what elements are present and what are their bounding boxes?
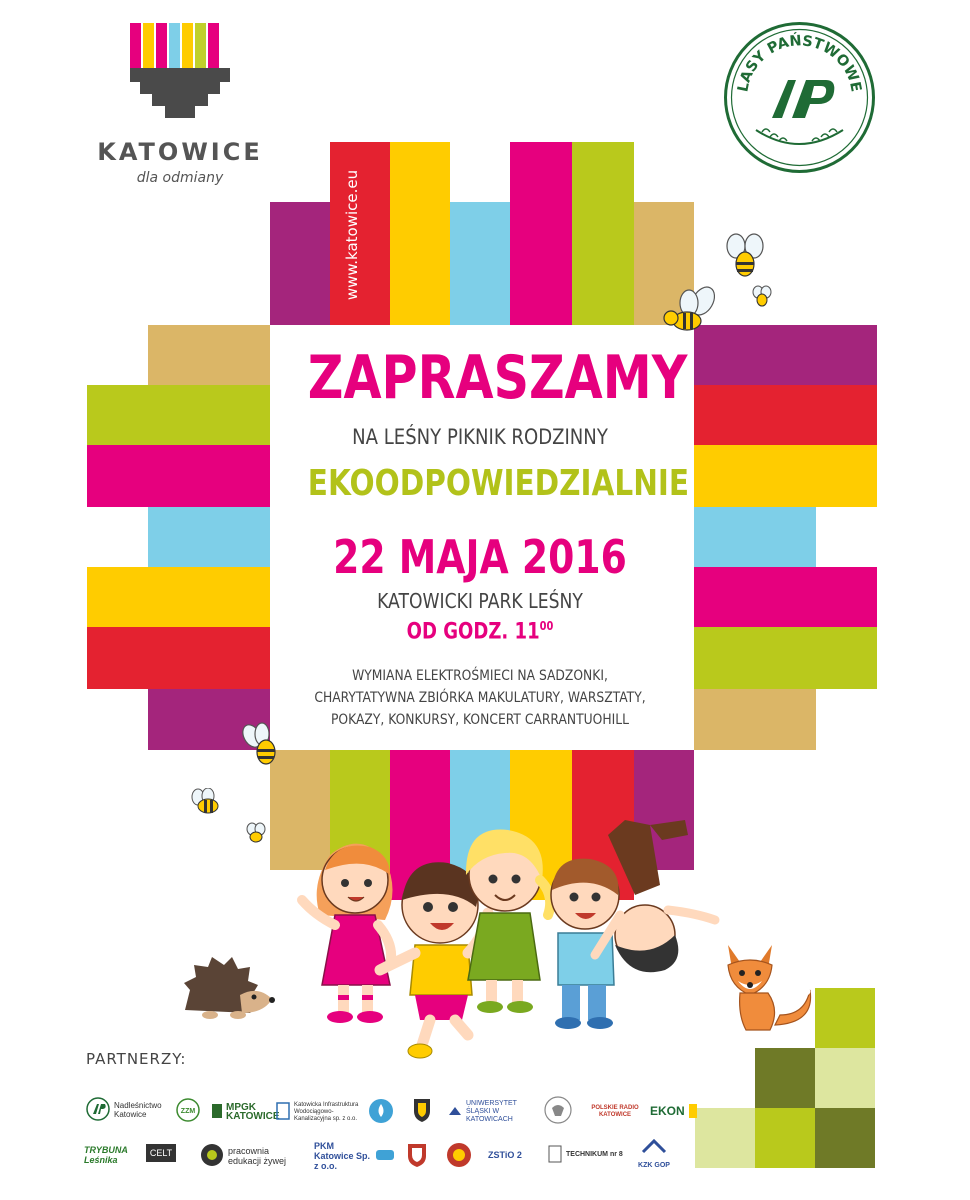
square — [815, 988, 875, 1048]
bar-right-5 — [694, 567, 877, 627]
girl-green-icon — [466, 830, 550, 1013]
bee-icon — [655, 285, 720, 340]
crest-icon — [412, 1097, 432, 1125]
bar-right-3 — [694, 445, 877, 507]
bar-top-0 — [270, 202, 330, 325]
partner-logo[interactable] — [544, 1096, 572, 1126]
partner-name: UNIWERSYTET ŚLĄSKI W KATOWICACH — [466, 1100, 517, 1123]
fox-icon — [720, 935, 820, 1035]
program-line: WYMIANA ELEKTROŚMIECI NA SADZONKI, — [352, 668, 608, 684]
bar-left-6 — [87, 627, 270, 689]
partner-logo[interactable] — [200, 1142, 290, 1170]
website-url-text: www.katowice.eu — [343, 169, 361, 301]
boy-blue-icon — [551, 859, 619, 1029]
pracownia-icon — [200, 1143, 224, 1169]
invitation-card — [270, 325, 690, 750]
square — [695, 1108, 755, 1168]
subtitle: NA LEŚNY PIKNIK RODZINNY — [352, 425, 608, 449]
bar-right-4 — [694, 507, 816, 567]
bee-icon — [720, 232, 770, 282]
bee-icon — [188, 788, 224, 816]
partner-logo[interactable] — [146, 1144, 176, 1162]
partner-logo[interactable] — [314, 1141, 394, 1171]
bar-left-4 — [148, 507, 270, 567]
lasy-panstwowe-badge — [722, 20, 877, 175]
partner-name: CELT — [149, 1147, 173, 1158]
bar-left-5 — [87, 567, 270, 627]
bar-left-3 — [87, 445, 270, 507]
partner-name: Katowicka Infrastruktura Wodociągowo-Kanalizacyjna sp. z o.o. — [294, 1101, 359, 1122]
theme: EKOODPOWIEDZIALNIE — [307, 463, 690, 504]
partner-logo[interactable] — [650, 1100, 686, 1122]
katowice-logo — [95, 18, 265, 193]
program — [295, 665, 665, 731]
partner-name: POLSKIE RADIO KATOWICE — [591, 1105, 639, 1118]
event-time-minutes: 00 — [539, 619, 554, 633]
partner-logo[interactable] — [448, 1102, 536, 1122]
event-date: 22 MAJA 2016 — [333, 530, 627, 584]
partner-logo[interactable] — [412, 1097, 432, 1125]
partner-logo[interactable] — [176, 1098, 202, 1124]
square — [815, 1108, 875, 1168]
partner-logo[interactable] — [406, 1142, 428, 1170]
program-line: CHARYTATYWNA ZBIÓRKA MAKULATURY, WARSZTATY, — [314, 690, 646, 706]
partner-logo[interactable] — [584, 1103, 646, 1121]
mpgk-icon — [212, 1104, 222, 1120]
ekon-icon — [689, 1104, 697, 1119]
partner-logo[interactable] — [446, 1142, 472, 1170]
partner-name: pracownia edukacji żywej — [228, 1146, 287, 1166]
pkm-icon — [376, 1150, 394, 1162]
square — [755, 1048, 815, 1108]
partner-name: TECHNIKUM nr 8 — [566, 1151, 623, 1158]
technikum-icon — [548, 1145, 562, 1166]
partner-name: EKON — [650, 1103, 685, 1118]
bar-top-3 — [450, 202, 510, 325]
partners-label: PARTNERZY: — [86, 1050, 187, 1068]
zzm-icon — [176, 1098, 200, 1124]
katowice-logo-icon — [95, 18, 265, 136]
square — [755, 1108, 815, 1168]
bar-right-7 — [694, 689, 816, 750]
square — [815, 1048, 875, 1108]
lasy-panstwowe-icon — [722, 20, 877, 175]
forest-district-icon — [86, 1097, 110, 1123]
water-drop-icon — [368, 1098, 394, 1126]
partner-logo[interactable] — [212, 1102, 280, 1122]
shield-icon — [406, 1142, 428, 1170]
partner-logo[interactable] — [368, 1098, 394, 1126]
partner-logo[interactable] — [548, 1144, 626, 1166]
bar-right-1 — [694, 325, 877, 385]
kiwk-icon — [276, 1102, 290, 1123]
partner-name: PKM Katowice Sp. z o.o. — [314, 1141, 371, 1171]
university-icon — [448, 1105, 462, 1120]
partner-logo[interactable] — [276, 1100, 362, 1124]
partner-logo[interactable] — [86, 1096, 178, 1124]
bar-top-4 — [510, 142, 572, 325]
badge-text: LASY PAŃSTWOWE — [735, 33, 864, 94]
partner-name: KZK GOP — [638, 1162, 670, 1169]
partner-logo[interactable] — [636, 1138, 672, 1172]
kzk-gop-icon — [641, 1138, 667, 1157]
bar-top-2 — [390, 142, 450, 325]
headline: ZAPRASZAMY — [307, 343, 688, 413]
website-url[interactable] — [340, 160, 364, 310]
partner-name: Nadleśnictwo Katowice — [114, 1101, 162, 1119]
fire-badge-icon — [446, 1142, 472, 1170]
bar-top-5 — [572, 142, 634, 325]
bar-right-2 — [694, 385, 877, 445]
partner-logo[interactable] — [84, 1142, 142, 1168]
bee-icon — [244, 822, 268, 844]
girl-pink-icon — [302, 844, 393, 1023]
bar-right-6 — [694, 627, 877, 689]
children-illustration — [290, 795, 730, 1065]
svg-text:ZZM: ZZM — [180, 1108, 196, 1115]
partner-name: MPGK KATOWICE — [226, 1102, 280, 1122]
bee-icon — [750, 285, 774, 307]
hedgehog-icon — [180, 955, 275, 1025]
brand-name: KATOWICE — [97, 138, 263, 166]
bar-left-1 — [148, 325, 270, 385]
partner-logo[interactable] — [488, 1142, 530, 1168]
eagle-seal-icon — [544, 1096, 572, 1126]
program-line: POKAZY, KONKURSY, KONCERT CARRANTUOHILL — [330, 712, 630, 728]
partner-name: ZSTiO 2 — [488, 1149, 522, 1160]
bar-left-2 — [87, 385, 270, 445]
event-place: KATOWICKI PARK LEŚNY — [377, 589, 583, 613]
brand-tagline: dla odmiany — [136, 170, 224, 186]
square — [815, 928, 875, 988]
event-time — [308, 619, 652, 644]
partner-name: TRYBUNA Leśnika — [84, 1145, 128, 1165]
bee-icon — [238, 722, 288, 770]
event-time-hour: OD GODZ. 11 — [406, 619, 540, 645]
